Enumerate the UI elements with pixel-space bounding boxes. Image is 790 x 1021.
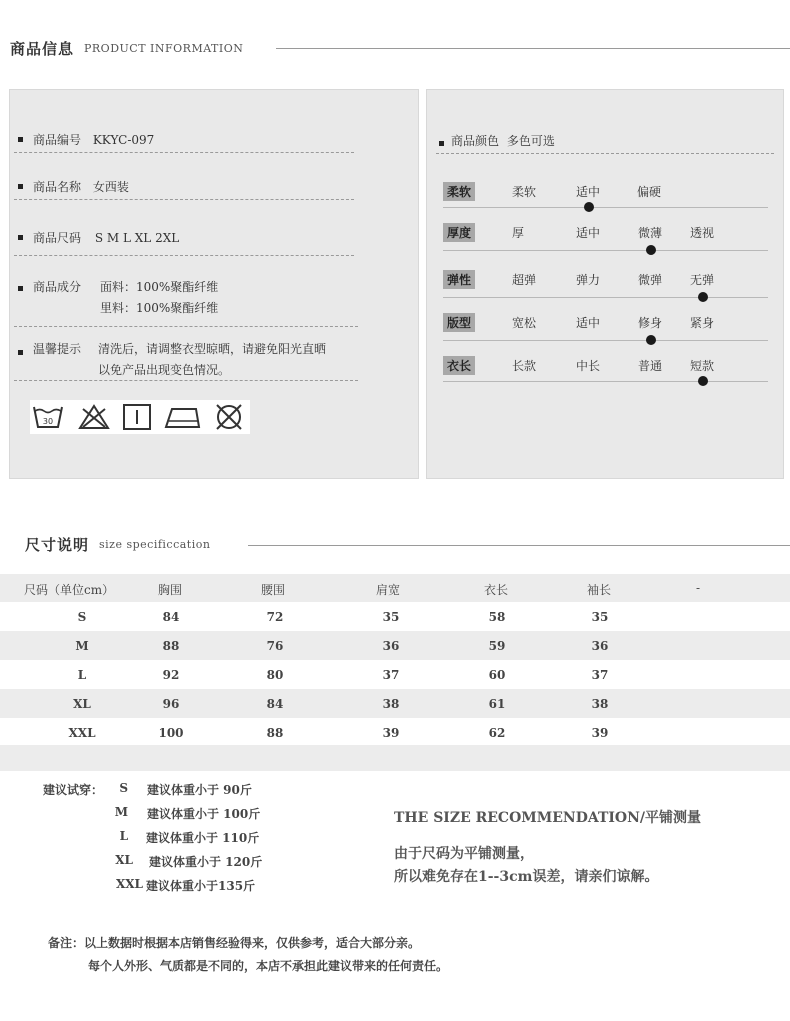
size-section-title: 尺寸说明	[25, 536, 90, 554]
table-value-cell: 60	[488, 668, 506, 682]
table-value-cell: 88	[162, 639, 180, 653]
name-label: 商品名称	[33, 180, 82, 194]
wash-30-icon	[32, 403, 64, 431]
table-value-cell: 36	[591, 639, 609, 653]
attribute-option: 宽松	[512, 316, 537, 330]
bullet-icon	[18, 235, 23, 240]
recommend-size: L	[119, 829, 128, 843]
color-label: 商品颜色	[451, 134, 500, 148]
attribute-tag: 衣长	[443, 356, 475, 375]
color-value: 多色可选	[506, 134, 555, 148]
table-value-cell: 80	[266, 668, 284, 682]
tip-label: 温馨提示	[33, 342, 82, 356]
attribute-option: 超弹	[512, 273, 537, 287]
table-size-cell: XL	[73, 697, 91, 711]
material-lining: 里料：100%聚酯纤维	[100, 301, 219, 315]
table-header-cell: 肩宽	[376, 583, 401, 597]
disclaimer-line-1: 备注：以上数据时根据本店销售经验得来，仅供参考，适合大部分亲。	[48, 936, 421, 950]
attribute-option: 微弹	[638, 273, 663, 287]
attribute-option: 修身	[638, 316, 663, 330]
bullet-icon	[18, 137, 23, 142]
wash-temp: 30	[42, 417, 54, 426]
attribute-option: 中长	[576, 359, 601, 373]
table-header-cell: -	[696, 581, 701, 595]
code-value: KKYC-097	[92, 133, 155, 147]
table-value-cell: 84	[266, 697, 284, 711]
dashed-divider	[14, 326, 358, 327]
attribute-option: 普通	[638, 359, 663, 373]
table-value-cell: 58	[488, 610, 506, 624]
name-value: 女西装	[92, 180, 129, 194]
table-header-cell: 尺码（单位cm）	[24, 583, 115, 597]
recommend-weight: 建议体重小于 110斤	[146, 831, 260, 845]
bullet-icon	[439, 141, 444, 146]
size-table-footer	[0, 745, 790, 771]
attribute-selected-dot	[646, 335, 656, 345]
measurement-note-2: 所以难免存在1--3cm误差，请亲们谅解。	[394, 869, 659, 885]
dashed-divider	[436, 153, 774, 154]
product-info-title: 商品信息	[10, 40, 75, 58]
attribute-option: 紧身	[690, 316, 715, 330]
bullet-icon	[18, 286, 23, 291]
bullet-icon	[18, 184, 23, 189]
attribute-option: 短款	[690, 359, 715, 373]
attribute-option: 长款	[512, 359, 537, 373]
disclaimer-line-2: 每个人外形、气质都是不同的，本店不承担此建议带来的任何责任。	[88, 959, 449, 973]
attribute-scale-line	[443, 340, 768, 341]
attribute-option: 无弹	[690, 273, 715, 287]
attribute-selected-dot	[646, 245, 656, 255]
attribute-option: 微薄	[638, 226, 663, 240]
table-value-cell: 88	[266, 726, 284, 740]
table-value-cell: 96	[162, 697, 180, 711]
attribute-scale-line	[443, 381, 768, 382]
recommend-size: S	[119, 781, 128, 795]
bullet-icon	[18, 350, 23, 355]
table-value-cell: 76	[266, 639, 284, 653]
attribute-option: 厚	[512, 226, 525, 240]
table-value-cell: 100	[158, 726, 184, 740]
table-value-cell: 92	[162, 668, 180, 682]
table-value-cell: 39	[591, 726, 609, 740]
dashed-divider	[14, 199, 354, 200]
no-bleach-icon	[77, 403, 111, 431]
table-value-cell: 59	[488, 639, 506, 653]
no-dry-clean-icon	[214, 402, 244, 432]
table-value-cell: 61	[488, 697, 506, 711]
attribute-tag: 弹性	[443, 270, 475, 289]
recommend-weight: 建议体重小于135斤	[146, 879, 256, 893]
iron-icon	[162, 403, 202, 431]
table-value-cell: 35	[382, 610, 400, 624]
table-value-cell: 38	[382, 697, 400, 711]
size-section-subtitle: size specificcation	[99, 538, 211, 551]
recommend-size: XXL	[115, 877, 143, 891]
size-section-divider	[248, 545, 790, 546]
table-header-cell: 袖长	[587, 583, 612, 597]
table-value-cell: 84	[162, 610, 180, 624]
table-value-cell: 37	[591, 668, 609, 682]
attribute-option: 适中	[576, 185, 601, 199]
attribute-option: 偏硬	[637, 185, 662, 199]
dashed-divider	[14, 255, 354, 256]
attribute-tag: 柔软	[443, 182, 475, 201]
recommend-size: M	[114, 805, 128, 819]
table-value-cell: 38	[591, 697, 609, 711]
product-info-subtitle: PRODUCT INFORMATION	[84, 42, 244, 55]
attribute-selected-dot	[698, 376, 708, 386]
table-value-cell: 72	[266, 610, 284, 624]
recommend-weight: 建议体重小于 90斤	[147, 783, 252, 797]
measurement-note-1: 由于尺码为平铺测量，	[394, 846, 534, 862]
recommend-weight: 建议体重小于 100斤	[147, 807, 261, 821]
size-value: S M L XL 2XL	[94, 231, 180, 245]
table-size-cell: M	[75, 639, 89, 653]
care-icons-strip	[30, 400, 250, 434]
size-recommendation-heading: THE SIZE RECOMMENDATION/平铺测量	[394, 810, 702, 826]
attribute-selected-dot	[584, 202, 594, 212]
tumble-dry-icon	[122, 403, 152, 431]
tip-line-2: 以免产品出现变色情况。	[98, 363, 231, 377]
table-value-cell: 36	[382, 639, 400, 653]
table-size-cell: XXL	[68, 726, 96, 740]
tip-line-1: 清洗后，请调整衣型晾晒，请避免阳光直晒	[98, 342, 327, 356]
attribute-option: 适中	[576, 226, 601, 240]
table-header-cell: 胸围	[158, 583, 183, 597]
dashed-divider	[14, 152, 354, 153]
attribute-selected-dot	[698, 292, 708, 302]
attribute-option: 透视	[690, 226, 715, 240]
table-size-cell: L	[77, 668, 87, 682]
recommend-weight: 建议体重小于 120斤	[149, 855, 263, 869]
table-size-cell: S	[77, 610, 87, 624]
dashed-divider	[14, 380, 358, 381]
table-value-cell: 35	[591, 610, 609, 624]
material-fabric: 面料：100%聚酯纤维	[100, 280, 219, 294]
attribute-scale-line	[443, 250, 768, 251]
attribute-option: 适中	[576, 316, 601, 330]
attribute-scale-line	[443, 297, 768, 298]
table-header-cell: 衣长	[484, 583, 509, 597]
recommend-size: XL	[115, 853, 133, 867]
attribute-option: 柔软	[512, 185, 537, 199]
code-label: 商品编号	[33, 133, 82, 147]
product-info-divider	[276, 48, 790, 49]
material-label: 商品成分	[33, 280, 82, 294]
size-label: 商品尺码	[33, 231, 82, 245]
table-header-cell: 腰围	[261, 583, 286, 597]
table-value-cell: 62	[488, 726, 506, 740]
attribute-scale-line	[443, 207, 768, 208]
recommend-label: 建议试穿：	[43, 783, 104, 797]
attribute-tag: 版型	[443, 313, 475, 332]
attribute-option: 弹力	[576, 273, 601, 287]
attribute-tag: 厚度	[443, 223, 475, 242]
table-value-cell: 39	[382, 726, 400, 740]
table-value-cell: 37	[382, 668, 400, 682]
